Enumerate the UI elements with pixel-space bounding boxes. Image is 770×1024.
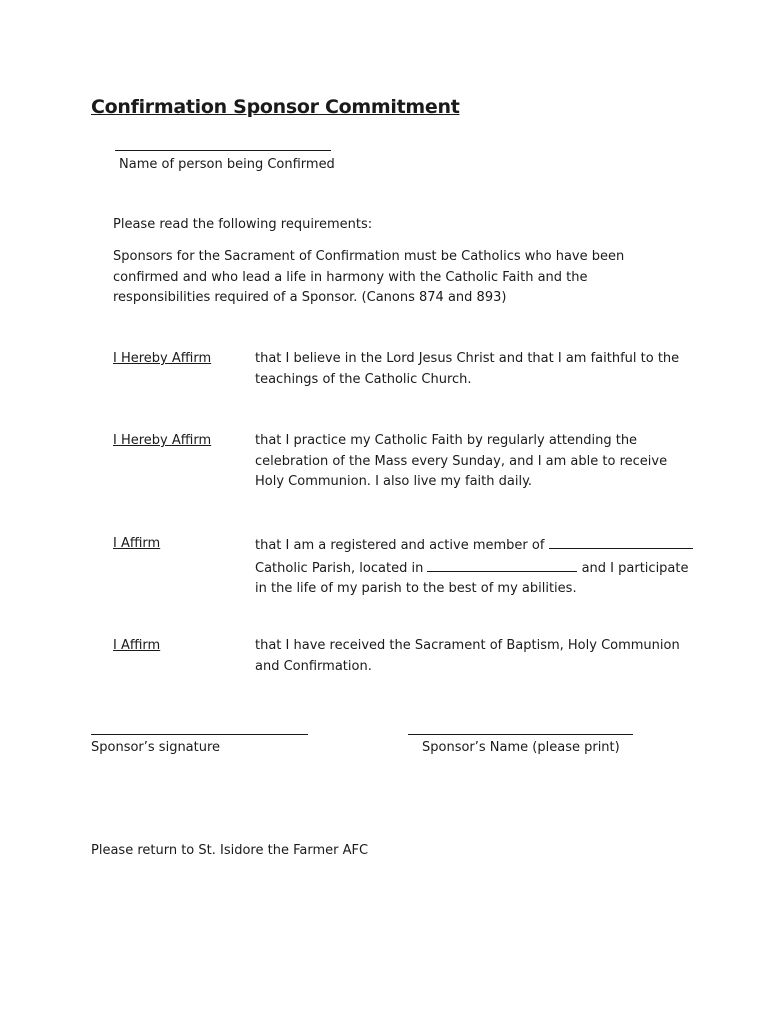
affirmation-label: I Affirm — [113, 638, 161, 653]
affirmation-text-part: Catholic Parish, located in — [255, 560, 424, 576]
sponsor-name-caption: Sponsor’s Name (please print) — [422, 740, 620, 755]
requirements-paragraph: Sponsors for the Sacrament of Confirmation must be Catholics who have been confirmed and who lead a life in harmony with the Catholic Faith and the responsibilities required of a Sponsor. (Canons 874 and 893) — [113, 249, 625, 305]
affirmation-text-parish — [255, 534, 695, 600]
affirmation-text-part: that I am a registered and active member of — [255, 538, 545, 553]
affirmation-label: I Hereby Affirm — [113, 351, 212, 366]
sponsor-signature-caption: Sponsor’s signature — [91, 740, 221, 755]
affirmation-label: I Affirm — [113, 536, 161, 551]
affirmation-text: that I believe in the Lord Jesus Christ and that I am faithful to the teachings of the Catholic Church. — [255, 351, 680, 387]
affirmation-text: that I practice my Catholic Faith by regularly attending the celebration of the Mass every Sunday, and I am able to receive Holy Communion. I also live my faith daily. — [255, 433, 668, 489]
affirmation-text: that I have received the Sacrament of Baptism, Holy Communion and Confirmation. — [255, 638, 680, 674]
sponsor-name-line[interactable] — [408, 734, 633, 735]
requirements-intro: Please read the following requirements: — [113, 217, 373, 232]
return-instructions: Please return to St. Isidore the Farmer AFC — [91, 843, 369, 858]
parish-name-blank[interactable] — [549, 534, 693, 549]
document-title: Confirmation Sponsor Commitment — [91, 96, 460, 118]
confirmand-name-line[interactable] — [115, 150, 331, 151]
sponsor-signature-line[interactable] — [91, 734, 308, 735]
affirmation-label: I Hereby Affirm — [113, 433, 212, 448]
confirmand-name-caption: Name of person being Confirmed — [119, 157, 335, 172]
parish-location-blank[interactable] — [427, 557, 577, 572]
affirmation-text-part: and I participate in the life of my parish to the best of my abilities. — [255, 560, 689, 596]
